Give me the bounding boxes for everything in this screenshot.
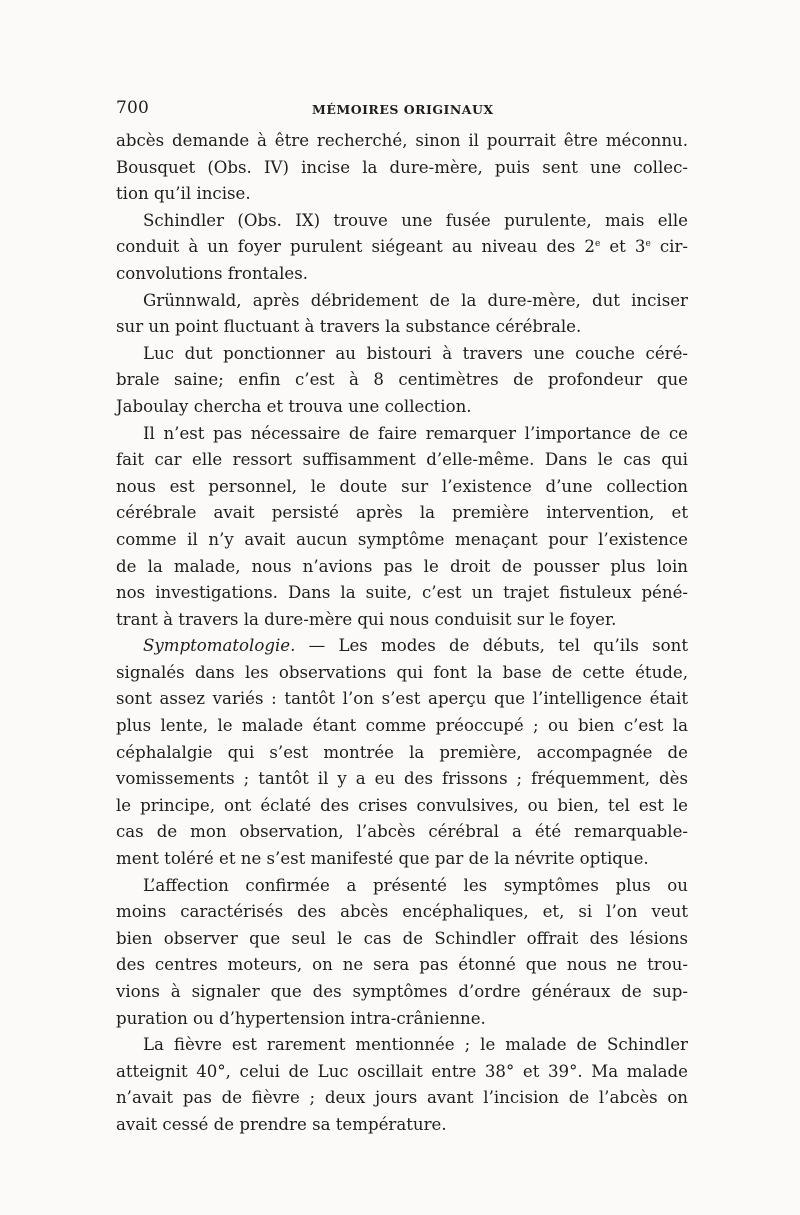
text-line: signalés dans les observations qui font la base de cette étude, xyxy=(116,662,688,682)
paragraph xyxy=(116,288,688,341)
text-line: Schindler (Obs. IX) trouve une fusée purulente, mais elle xyxy=(143,210,688,230)
text-line: L’affection confirmée a présenté les symptômes plus ou xyxy=(143,875,688,895)
text-line: céphalalgie qui s’est montrée la première, accompagnée de xyxy=(116,742,688,762)
text-line: plus lente, le malade étant comme préoccupé ; ou bien c’est la xyxy=(116,716,688,736)
text-line: sont assez variés : tantôt l’on s’est aperçu que l’intelligence était xyxy=(116,689,688,709)
text-line: La fièvre est rarement mentionnée ; le malade de Schindler xyxy=(143,1035,688,1055)
text-line: cas de mon observation, l’abcès cérébral a été remarquable- xyxy=(116,822,688,842)
text-line: abcès demande à être recherché, sinon il pourrait être méconnu. xyxy=(116,131,688,150)
paragraph xyxy=(116,208,688,288)
text-line: le principe, ont éclaté des crises convulsives, ou bien, tel est le xyxy=(116,795,688,815)
text-line: sur un point fluctuant à travers la substance cérébrale. xyxy=(116,317,582,337)
text-fragment: et 3 xyxy=(600,237,646,257)
text-line: trant à travers la dure-mère qui nous conduisit sur le foyer. xyxy=(116,609,617,629)
page-header xyxy=(116,98,696,124)
text-line: des centres moteurs, on ne sera pas étonné que nous ne trou- xyxy=(116,955,688,975)
paragraph xyxy=(116,128,688,208)
text-line: Bousquet (Obs. IV) incise la dure-mère, puis sent une collec- xyxy=(116,157,688,177)
text-line: bien observer que seul le cas de Schindler offrait des lésions xyxy=(116,928,688,948)
text-line: ment toléré et ne s’est manifesté que par de la névrite optique. xyxy=(116,849,649,869)
text-line: comme il n’y avait aucun symptôme menaçant pour l’existence xyxy=(116,529,688,549)
text-line: Jaboulay chercha et trouva une collection. xyxy=(116,396,472,416)
text-line: n’avait pas de fièvre ; deux jours avant l’incision de l’abcès on xyxy=(116,1088,688,1108)
text-line: de la malade, nous n’avions pas le droit de pousser plus loin xyxy=(116,556,688,576)
text-line: convolutions frontales. xyxy=(116,263,309,283)
text-line: Il n’est pas nécessaire de faire remarquer l’importance de ce xyxy=(143,423,688,443)
superscript-e: e xyxy=(594,239,601,250)
text-line: nos investigations. Dans la suite, c’est un trajet fistuleux péné- xyxy=(116,583,688,603)
text-line: vomissements ; tantôt il y a eu des frissons ; fréquemment, dès xyxy=(116,769,688,789)
paragraph xyxy=(116,633,688,872)
text-line: nous est personnel, le doute sur l’existence d’une collection xyxy=(116,476,688,496)
paragraph xyxy=(116,341,688,421)
text-line: puration ou d’hypertension intra-crânienne. xyxy=(116,1008,486,1028)
text-line: vions à signaler que des symptômes d’ordre généraux de sup- xyxy=(116,982,688,1001)
text-line: avait cessé de prendre sa température. xyxy=(116,1114,447,1134)
text-line: Luc dut ponctionner au bistouri à travers une couche céré- xyxy=(143,343,688,363)
text-line: atteignit 40°, celui de Luc oscillait entre 38° et 39°. Ma malade xyxy=(116,1061,688,1081)
running-title: MÉMOIRES ORIGINAUX xyxy=(312,102,494,117)
text-line: cérébrale avait persisté après la première intervention, et xyxy=(116,503,688,523)
text-line: brale saine; enfin c’est à 8 centimètres de profondeur que xyxy=(116,370,688,390)
section-heading: Symptomatologie. xyxy=(143,636,296,656)
text-line: tion qu’il incise. xyxy=(116,184,251,204)
page-number: 700 xyxy=(116,98,150,118)
text-line xyxy=(116,234,688,261)
paragraph xyxy=(116,421,688,634)
body-text xyxy=(116,128,688,1139)
paragraph xyxy=(116,1032,688,1138)
text-line: Grünnwald, après débridement de la dure-mère, dut inciser xyxy=(143,290,688,310)
text-fragment: cir- xyxy=(650,237,688,257)
text-fragment: conduit à un foyer purulent siégeant au niveau des 2 xyxy=(116,237,595,257)
paragraph xyxy=(116,873,688,1033)
text-line xyxy=(116,633,688,660)
superscript-e: e xyxy=(645,239,651,250)
text-fragment: — Les modes de débuts, tel qu’ils sont xyxy=(295,636,688,656)
text-line: fait car elle ressort suffisamment d’elle-même. Dans le cas qui xyxy=(116,450,688,470)
text-line: moins caractérisés des abcès encéphaliques, et, si l’on veut xyxy=(116,902,688,922)
